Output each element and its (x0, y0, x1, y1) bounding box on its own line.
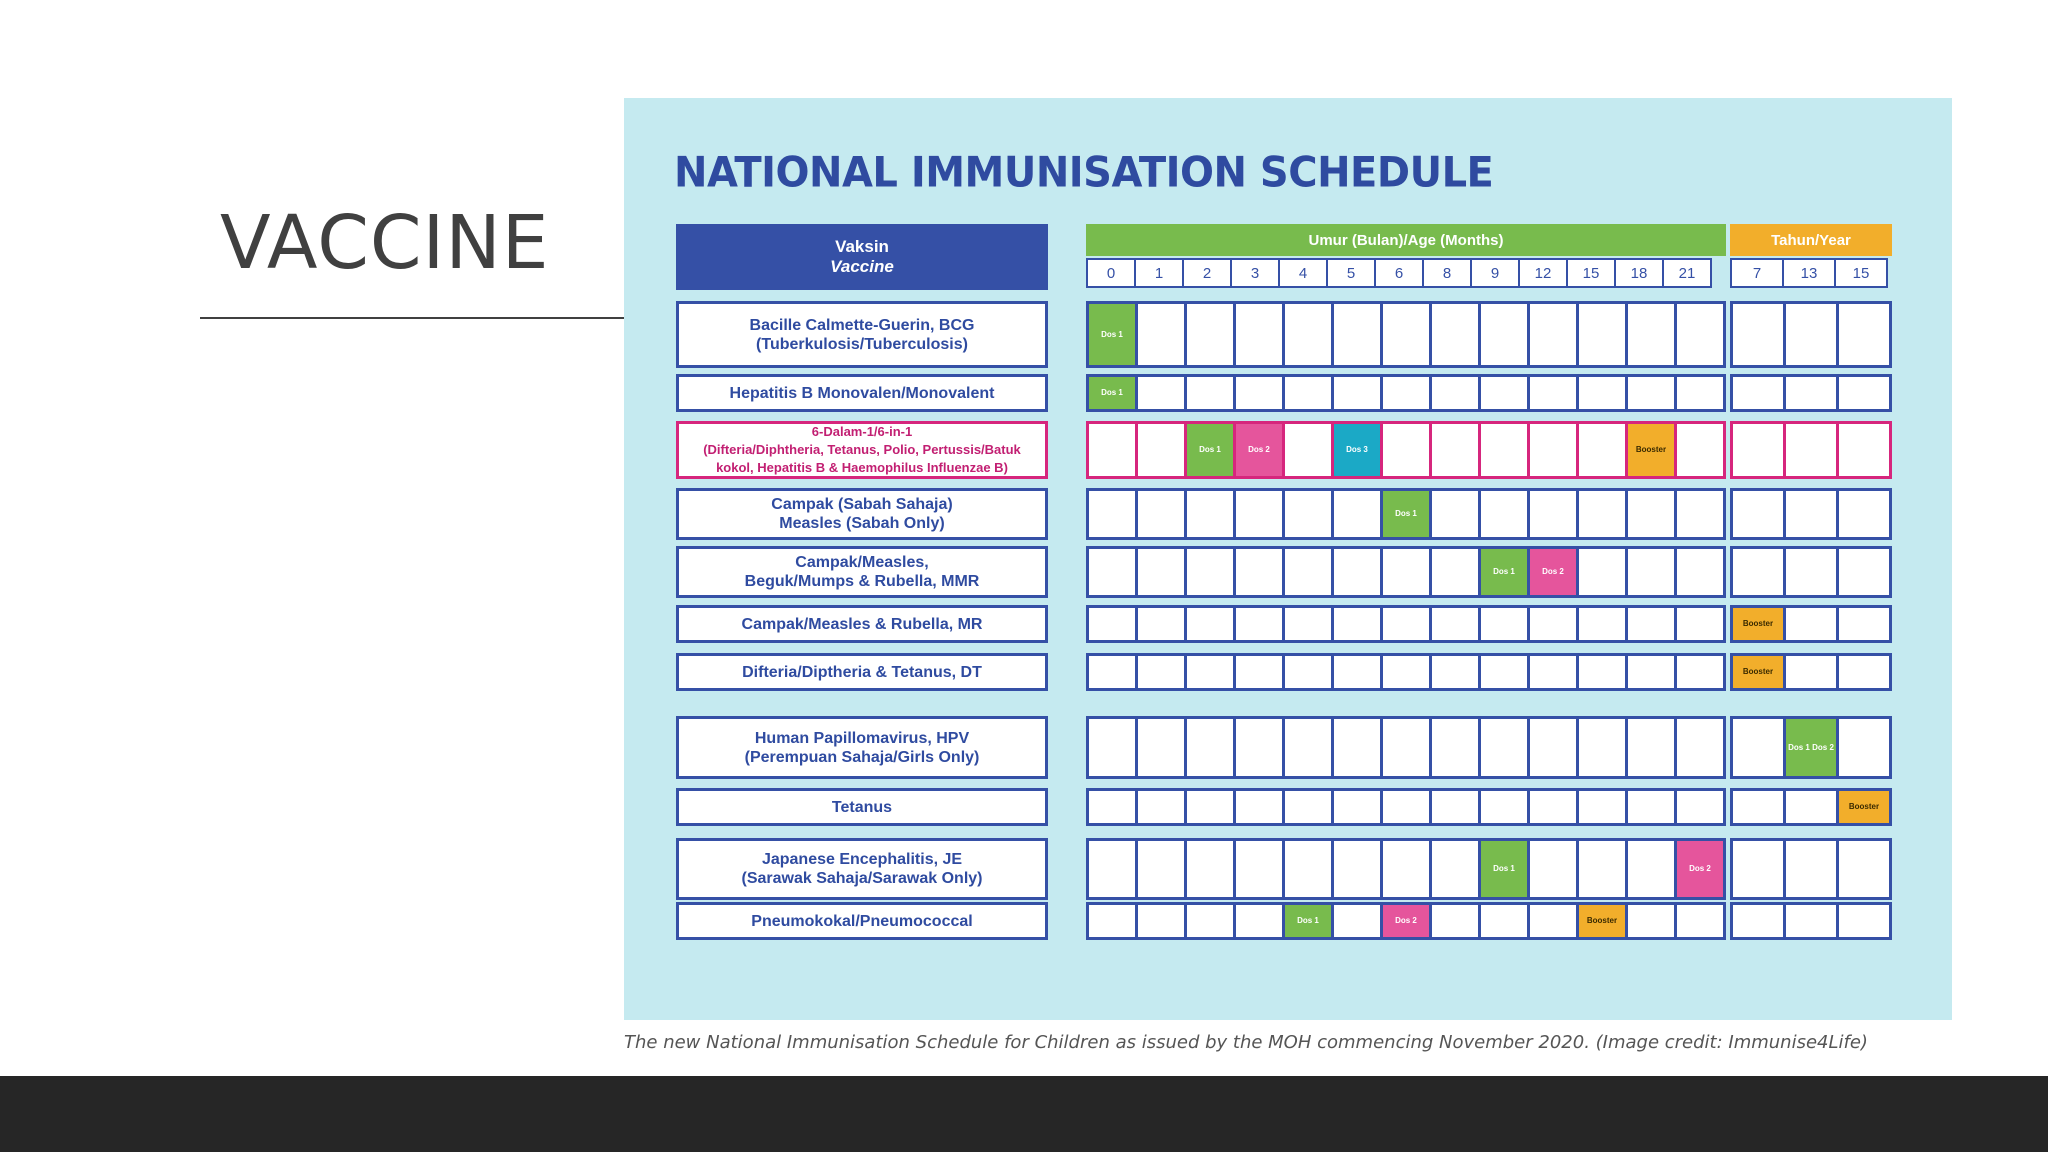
schedule-row-cells (1086, 902, 1726, 940)
dose-cell: Dos 1 (1089, 377, 1135, 409)
tick-4: 4 (1280, 260, 1326, 286)
empty-cell (1138, 377, 1184, 409)
vaccine-label-line: Campak (Sabah Sahaja) (771, 496, 953, 513)
empty-cell (1628, 491, 1674, 537)
empty-cell (1432, 841, 1478, 897)
age-months-header: Umur (Bulan)/Age (Months) (1086, 224, 1726, 256)
empty-cell (1334, 719, 1380, 776)
vaccine-label-line: kokol, Hepatitis B & Haemophilus Influenzae B) (716, 460, 1008, 475)
vaccine-label (676, 902, 1048, 940)
years-tick-row (1730, 258, 1888, 288)
empty-cell (1432, 424, 1478, 476)
vaccine-label (676, 653, 1048, 691)
empty-cell (1628, 656, 1674, 688)
empty-cell (1089, 841, 1135, 897)
schedule-row-cells (1086, 546, 1726, 598)
vaccine-label-line: Difteria/Diptheria & Tetanus, DT (742, 663, 982, 681)
tick-9: 9 (1472, 260, 1518, 286)
empty-cell (1530, 304, 1576, 365)
empty-cell (1786, 491, 1836, 537)
empty-cell (1383, 377, 1429, 409)
schedule-title: NATIONAL IMMUNISATION SCHEDULE (674, 148, 1494, 198)
schedule-row-cells (1730, 488, 1892, 540)
empty-cell (1383, 608, 1429, 640)
empty-cell (1187, 841, 1233, 897)
empty-cell (1383, 424, 1429, 476)
empty-cell (1579, 377, 1625, 409)
empty-cell (1677, 656, 1723, 688)
empty-cell (1733, 424, 1783, 476)
empty-cell (1334, 791, 1380, 823)
vaccine-label-line: (Perempuan Sahaja/Girls Only) (744, 748, 980, 766)
empty-cell (1677, 791, 1723, 823)
empty-cell (1839, 608, 1889, 640)
empty-cell (1285, 424, 1331, 476)
tick-12: 12 (1520, 260, 1566, 286)
empty-cell (1733, 491, 1783, 537)
vaccine-label-line: Campak/Measles & Rubella, MR (741, 615, 983, 633)
empty-cell (1786, 424, 1836, 476)
empty-cell (1432, 791, 1478, 823)
empty-cell (1138, 656, 1184, 688)
empty-cell (1839, 905, 1889, 937)
empty-cell (1786, 841, 1836, 897)
empty-cell (1236, 841, 1282, 897)
empty-cell (1334, 656, 1380, 688)
empty-cell (1334, 377, 1380, 409)
empty-cell (1733, 377, 1783, 409)
vaccine-label-line: Pneumokokal/Pneumococcal (751, 912, 973, 930)
empty-cell (1530, 791, 1576, 823)
vaccine-label (676, 421, 1048, 479)
empty-cell (1138, 491, 1184, 537)
tick-7: 7 (1732, 260, 1782, 286)
empty-cell (1285, 608, 1331, 640)
empty-cell (1579, 841, 1625, 897)
empty-cell (1733, 791, 1783, 823)
empty-cell (1628, 304, 1674, 365)
empty-cell (1089, 791, 1135, 823)
vaccine-label (676, 374, 1048, 412)
empty-cell (1481, 719, 1527, 776)
empty-cell (1481, 905, 1527, 937)
vaccine-label-line: Tetanus (831, 798, 893, 816)
tick-3: 3 (1232, 260, 1278, 286)
empty-cell (1481, 656, 1527, 688)
empty-cell (1786, 608, 1836, 640)
empty-cell (1138, 304, 1184, 365)
vaccine-label-line: Campak/Measles, (795, 554, 929, 571)
dose-cell: Dos 1 (1089, 304, 1135, 365)
dose-cell: Dos 3 (1334, 424, 1380, 476)
image-caption: The new National Immunisation Schedule for Children as issued by the MOH commencing November 2020. (Image credit: Immunise4Life) (624, 1032, 1868, 1053)
empty-cell (1839, 841, 1889, 897)
dose-cell: Dos 1 (1481, 549, 1527, 595)
empty-cell (1285, 791, 1331, 823)
empty-cell (1733, 304, 1783, 365)
vaccine-label-line: Japanese Encephalitis, JE (761, 851, 963, 868)
schedule-row-cells (1086, 301, 1726, 368)
empty-cell (1733, 719, 1783, 776)
vaccine-label-line: Beguk/Mumps & Rubella, MMR (744, 573, 980, 590)
schedule-row-cells (1730, 902, 1892, 940)
empty-cell (1530, 841, 1576, 897)
empty-cell (1677, 905, 1723, 937)
dose-cell: Dos 1 (1285, 905, 1331, 937)
empty-cell (1432, 549, 1478, 595)
dose-cell: Booster (1628, 424, 1674, 476)
tick-8: 8 (1424, 260, 1470, 286)
empty-cell (1579, 719, 1625, 776)
empty-cell (1187, 549, 1233, 595)
empty-cell (1138, 424, 1184, 476)
empty-cell (1285, 656, 1331, 688)
dose-cell: Dos 1 (1383, 491, 1429, 537)
dose-cell: Booster (1579, 905, 1625, 937)
vaccine-label-line: (Sarawak Sahaja/Sarawak Only) (741, 870, 983, 887)
empty-cell (1786, 905, 1836, 937)
empty-cell (1236, 377, 1282, 409)
schedule-row-cells (1730, 716, 1892, 779)
vaccine-header-english: Vaccine (830, 257, 894, 276)
empty-cell (1579, 656, 1625, 688)
empty-cell (1839, 377, 1889, 409)
empty-cell (1138, 905, 1184, 937)
tick-0: 0 (1088, 260, 1134, 286)
empty-cell (1334, 905, 1380, 937)
vaccine-label (676, 605, 1048, 643)
schedule-row-cells (1730, 788, 1892, 826)
footer-bar (0, 1076, 2048, 1152)
vaccine-label (676, 301, 1048, 368)
empty-cell (1383, 719, 1429, 776)
vaccine-label (676, 546, 1048, 598)
empty-cell (1236, 791, 1282, 823)
empty-cell (1187, 791, 1233, 823)
empty-cell (1138, 549, 1184, 595)
dose-cell: Booster (1839, 791, 1889, 823)
vaccine-label-line: Hepatitis B Monovalen/Monovalent (729, 384, 995, 402)
vaccine-label (676, 788, 1048, 826)
empty-cell (1677, 549, 1723, 595)
vaccine-header-malay: Vaksin (835, 237, 889, 256)
schedule-row-cells (1086, 788, 1726, 826)
empty-cell (1786, 791, 1836, 823)
empty-cell (1839, 491, 1889, 537)
empty-cell (1285, 491, 1331, 537)
empty-cell (1786, 377, 1836, 409)
tick-1: 1 (1136, 260, 1182, 286)
empty-cell (1285, 719, 1331, 776)
empty-cell (1432, 304, 1478, 365)
empty-cell (1285, 549, 1331, 595)
schedule-row-cells (1730, 546, 1892, 598)
empty-cell (1187, 491, 1233, 537)
empty-cell (1839, 656, 1889, 688)
empty-cell (1383, 656, 1429, 688)
empty-cell (1481, 608, 1527, 640)
empty-cell (1089, 608, 1135, 640)
schedule-row-cells (1086, 488, 1726, 540)
schedule-row-cells (1086, 838, 1726, 900)
empty-cell (1138, 841, 1184, 897)
empty-cell (1432, 377, 1478, 409)
vaccine-label (676, 838, 1048, 900)
empty-cell (1432, 491, 1478, 537)
tick-15: 15 (1836, 260, 1886, 286)
empty-cell (1236, 905, 1282, 937)
empty-cell (1236, 608, 1282, 640)
empty-cell (1579, 491, 1625, 537)
empty-cell (1236, 656, 1282, 688)
empty-cell (1530, 719, 1576, 776)
vaccine-column-header (676, 224, 1048, 290)
empty-cell (1839, 549, 1889, 595)
empty-cell (1236, 304, 1282, 365)
dose-cell: Dos 2 (1236, 424, 1282, 476)
empty-cell (1334, 549, 1380, 595)
tick-15: 15 (1568, 260, 1614, 286)
empty-cell (1187, 656, 1233, 688)
empty-cell (1383, 841, 1429, 897)
schedule-row-cells (1730, 421, 1892, 479)
empty-cell (1733, 905, 1783, 937)
dose-cell: Dos 1 (1481, 841, 1527, 897)
empty-cell (1481, 491, 1527, 537)
dose-cell: Dos 1 Dos 2 (1786, 719, 1836, 776)
empty-cell (1579, 791, 1625, 823)
schedule-row-cells (1086, 653, 1726, 691)
dose-cell: Dos 2 (1530, 549, 1576, 595)
vaccine-label-line: (Difteria/Diphtheria, Tetanus, Polio, Pertussis/Batuk (703, 442, 1021, 457)
empty-cell (1786, 656, 1836, 688)
empty-cell (1383, 304, 1429, 365)
empty-cell (1530, 377, 1576, 409)
vaccine-label-line: 6-Dalam-1/6-in-1 (811, 424, 913, 439)
empty-cell (1677, 304, 1723, 365)
empty-cell (1839, 719, 1889, 776)
empty-cell (1432, 905, 1478, 937)
empty-cell (1839, 304, 1889, 365)
tick-2: 2 (1184, 260, 1230, 286)
empty-cell (1089, 491, 1135, 537)
tick-13: 13 (1784, 260, 1834, 286)
empty-cell (1628, 841, 1674, 897)
tick-5: 5 (1328, 260, 1374, 286)
schedule-row-cells (1730, 301, 1892, 368)
empty-cell (1677, 719, 1723, 776)
title-divider (200, 317, 624, 319)
vaccine-label (676, 716, 1048, 779)
empty-cell (1481, 377, 1527, 409)
empty-cell (1334, 841, 1380, 897)
slide-title: VACCINE (220, 200, 550, 286)
empty-cell (1285, 841, 1331, 897)
empty-cell (1628, 791, 1674, 823)
empty-cell (1187, 377, 1233, 409)
schedule-row-cells (1730, 374, 1892, 412)
vaccine-label-line: Human Papillomavirus, HPV (754, 729, 970, 747)
empty-cell (1432, 608, 1478, 640)
empty-cell (1089, 719, 1135, 776)
empty-cell (1236, 549, 1282, 595)
empty-cell (1628, 608, 1674, 640)
empty-cell (1285, 377, 1331, 409)
vaccine-label-line: (Tuberkulosis/Tuberculosis) (756, 335, 968, 353)
empty-cell (1839, 424, 1889, 476)
empty-cell (1481, 791, 1527, 823)
schedule-row-cells (1730, 605, 1892, 643)
empty-cell (1530, 656, 1576, 688)
tick-21: 21 (1664, 260, 1710, 286)
schedule-row-cells (1086, 716, 1726, 779)
empty-cell (1579, 304, 1625, 365)
empty-cell (1530, 905, 1576, 937)
empty-cell (1628, 549, 1674, 595)
empty-cell (1628, 719, 1674, 776)
empty-cell (1677, 377, 1723, 409)
dose-cell: Dos 2 (1677, 841, 1723, 897)
empty-cell (1530, 491, 1576, 537)
dose-cell: Booster (1733, 656, 1783, 688)
empty-cell (1138, 791, 1184, 823)
empty-cell (1383, 549, 1429, 595)
dose-cell: Dos 2 (1383, 905, 1429, 937)
empty-cell (1677, 608, 1723, 640)
empty-cell (1677, 424, 1723, 476)
empty-cell (1481, 424, 1527, 476)
empty-cell (1733, 549, 1783, 595)
empty-cell (1236, 491, 1282, 537)
dose-cell: Dos 1 (1187, 424, 1233, 476)
empty-cell (1677, 491, 1723, 537)
empty-cell (1089, 549, 1135, 595)
tick-18: 18 (1616, 260, 1662, 286)
empty-cell (1579, 608, 1625, 640)
empty-cell (1334, 304, 1380, 365)
age-years-header: Tahun/Year (1730, 224, 1892, 256)
empty-cell (1089, 656, 1135, 688)
empty-cell (1187, 304, 1233, 365)
months-tick-row (1086, 258, 1712, 288)
empty-cell (1530, 424, 1576, 476)
empty-cell (1138, 608, 1184, 640)
empty-cell (1628, 377, 1674, 409)
immunisation-schedule-image (624, 98, 1952, 1020)
empty-cell (1628, 905, 1674, 937)
empty-cell (1579, 549, 1625, 595)
empty-cell (1187, 719, 1233, 776)
empty-cell (1432, 719, 1478, 776)
empty-cell (1187, 905, 1233, 937)
empty-cell (1138, 719, 1184, 776)
schedule-row-cells (1086, 421, 1726, 479)
vaccine-label-line: Measles (Sabah Only) (779, 515, 945, 532)
empty-cell (1383, 791, 1429, 823)
empty-cell (1089, 905, 1135, 937)
empty-cell (1786, 304, 1836, 365)
empty-cell (1786, 549, 1836, 595)
vaccine-label-line: Bacille Calmette-Guerin, BCG (749, 316, 975, 334)
schedule-row-cells (1730, 653, 1892, 691)
empty-cell (1579, 424, 1625, 476)
empty-cell (1733, 841, 1783, 897)
tick-6: 6 (1376, 260, 1422, 286)
schedule-row-cells (1086, 605, 1726, 643)
empty-cell (1285, 304, 1331, 365)
empty-cell (1432, 656, 1478, 688)
empty-cell (1334, 491, 1380, 537)
empty-cell (1481, 304, 1527, 365)
schedule-row-cells (1730, 838, 1892, 900)
schedule-row-cells (1086, 374, 1726, 412)
empty-cell (1530, 608, 1576, 640)
empty-cell (1089, 424, 1135, 476)
empty-cell (1334, 608, 1380, 640)
dose-cell: Booster (1733, 608, 1783, 640)
empty-cell (1236, 719, 1282, 776)
empty-cell (1187, 608, 1233, 640)
vaccine-label (676, 488, 1048, 540)
